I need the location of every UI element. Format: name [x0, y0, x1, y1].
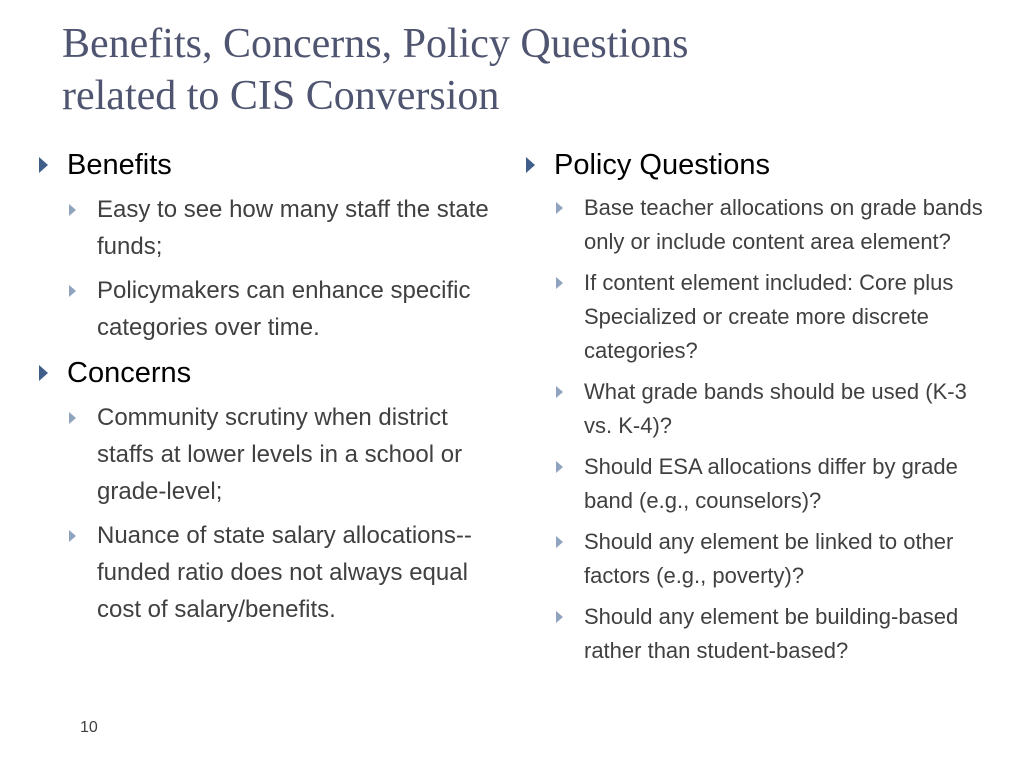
concerns-heading-item [38, 354, 498, 392]
concern-item [38, 517, 498, 628]
sub-bullet-triangle-icon [556, 386, 563, 398]
sub-bullet-triangle-icon [69, 285, 76, 297]
left-column [38, 146, 498, 635]
policy-question-item [525, 450, 1000, 518]
concern-text: Community scrutiny when district staffs at lower levels in a school or grade-level; [97, 404, 463, 505]
sub-bullet-triangle-icon [556, 461, 563, 473]
benefit-text: Policymakers can enhance specific categories over time. [97, 277, 471, 341]
policy-question-text: Base teacher allocations on grade bands only or include content area element? [584, 195, 983, 254]
slide-title [62, 18, 962, 122]
policy-questions-heading: Policy Questions [554, 149, 770, 181]
benefit-item [38, 272, 498, 346]
bullet-triangle-icon [39, 157, 48, 173]
policy-question-text: If content element included: Core plus Specialized or create more discrete categories? [584, 270, 954, 363]
slide-title-line-2: related to CIS Conversion [62, 73, 500, 119]
policy-question-item [525, 375, 1000, 443]
sub-bullet-triangle-icon [556, 536, 563, 548]
concern-item [38, 399, 498, 510]
concern-text: Nuance of state salary allocations--funded ratio does not always equal cost of salary/benefits. [97, 522, 472, 623]
sub-bullet-triangle-icon [69, 412, 76, 424]
benefits-heading-item [38, 146, 498, 184]
slide-title-line-1: Benefits, Concerns, Policy Questions [62, 21, 689, 67]
policy-question-text: What grade bands should be used (K-3 vs. K-4)? [584, 379, 967, 438]
sub-bullet-triangle-icon [69, 530, 76, 542]
policy-question-item [525, 600, 1000, 668]
right-column [525, 146, 1000, 675]
policy-question-text: Should any element be linked to other factors (e.g., poverty)? [584, 529, 954, 588]
policy-question-item [525, 525, 1000, 593]
benefits-heading: Benefits [67, 149, 172, 181]
sub-bullet-triangle-icon [556, 202, 563, 214]
slide-number: 10 [80, 719, 98, 736]
sub-bullet-triangle-icon [556, 277, 563, 289]
sub-bullet-triangle-icon [69, 204, 76, 216]
policy-question-text: Should any element be building-based rather than student-based? [584, 604, 959, 663]
benefit-text: Easy to see how many staff the state funds; [97, 196, 489, 260]
concerns-heading: Concerns [67, 357, 192, 389]
policy-question-item [525, 191, 1000, 259]
policy-question-text: Should ESA allocations differ by grade band (e.g., counselors)? [584, 454, 958, 513]
bullet-triangle-icon [526, 157, 535, 173]
policy-question-item [525, 266, 1000, 368]
bullet-triangle-icon [39, 365, 48, 381]
sub-bullet-triangle-icon [556, 611, 563, 623]
policy-questions-heading-item [525, 146, 1000, 184]
benefit-item [38, 191, 498, 265]
